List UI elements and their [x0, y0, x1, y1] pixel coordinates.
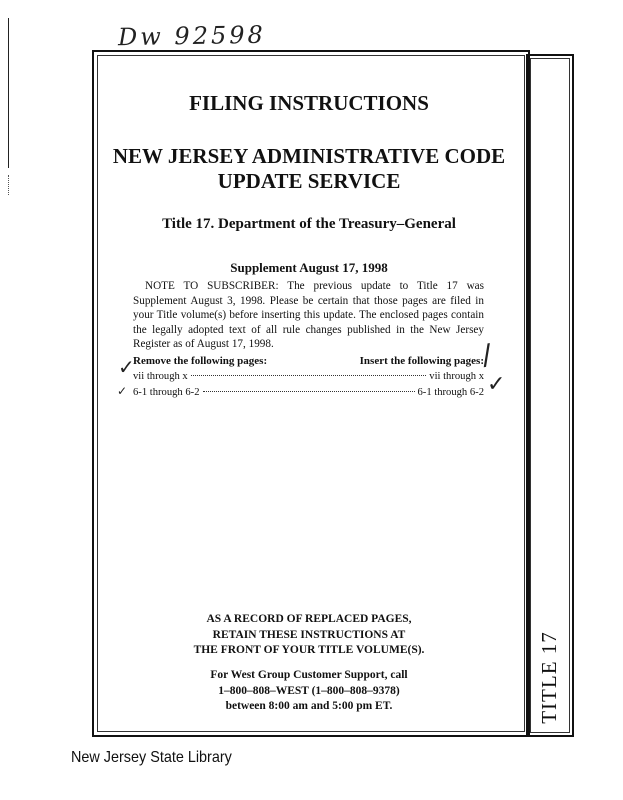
record-notice-line3: THE FRONT OF YOUR TITLE VOLUME(S). [193, 644, 425, 656]
left-margin-rule [8, 18, 9, 168]
handwritten-note: Dw 92598 [117, 20, 266, 52]
left-margin-dots [8, 175, 10, 195]
insert-pages: vii through x [429, 371, 484, 382]
pages-table-header [133, 355, 484, 367]
support-line1: For West Group Customer Support, call [210, 669, 408, 681]
record-notice [92, 612, 526, 659]
title-tab-label [524, 632, 574, 722]
check-mark-icon: ✓ [118, 355, 135, 379]
leader-dots [191, 375, 427, 376]
subject-heading: Title 17. Department of the Treasury–General [162, 216, 456, 232]
tab-label-text: TITLE 17 [536, 630, 561, 724]
remove-header: Remove the following pages: [133, 355, 268, 367]
table-row [133, 371, 484, 382]
record-notice-line2: RETAIN THESE INSTRUCTIONS AT [212, 628, 406, 641]
supplement-date: Supplement August 17, 1998 [230, 260, 388, 275]
code-title [92, 144, 526, 194]
remove-pages: 6-1 through 6-2 [133, 387, 200, 398]
subscriber-note: NOTE TO SUBSCRIBER: The previous update to Title 17 was Supplement August 3, 1998. Please be certain that those pages are filed in your Title volume(s) before inserting this update. The enclosed pages contain the legally adopted text of all rule changes published in the New Jersey Register as of August 17, 1998. [133, 280, 484, 351]
table-row [133, 387, 484, 398]
page-title: FILING INSTRUCTIONS [189, 91, 429, 115]
check-mark-icon: / [479, 337, 494, 372]
support-info [92, 668, 526, 715]
support-phone: 1–800–808–WEST (1–800–808–9378) [218, 684, 400, 697]
insert-header: Insert the following pages: [359, 355, 484, 367]
check-mark-icon: ✓ [487, 372, 506, 397]
leader-dots [203, 391, 415, 392]
code-title-line2: UPDATE SERVICE [217, 169, 401, 193]
check-mark-icon: ✓ [117, 384, 128, 398]
record-notice-line1: AS A RECORD OF REPLACED PAGES, [206, 613, 412, 625]
remove-pages: vii through x [133, 371, 188, 382]
code-title-line1: NEW JERSEY ADMINISTRATIVE CODE [112, 144, 506, 168]
insert-pages: 6-1 through 6-2 [417, 387, 484, 398]
footer-library-name: New Jersey State Library [71, 749, 232, 766]
support-hours: between 8:00 am and 5:00 pm ET. [225, 700, 393, 712]
